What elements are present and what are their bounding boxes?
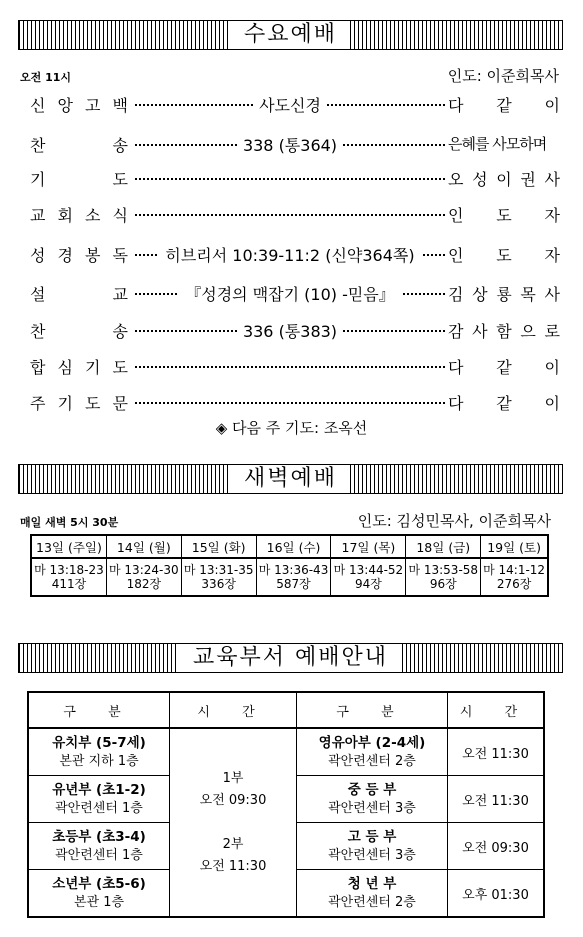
dawn-reading-row <box>31 558 548 596</box>
banner-hatch <box>19 21 231 49</box>
dept-primary: 유년부 (초1-2) 곽안련센터 1층 <box>28 776 170 823</box>
header-time: 시 간 <box>170 692 297 728</box>
dawn-title: 새벽예배 <box>243 466 337 491</box>
order-label: 기 도 <box>30 170 128 189</box>
wednesday-time: 오전 11시 <box>20 71 72 84</box>
wednesday-leader: 인도: 이준희목사 <box>447 67 559 85</box>
dawn-reading: 마 13:31-35 336장 <box>181 558 256 596</box>
order-person: 은혜를 사모하며 <box>448 135 547 153</box>
dawn-day: 13일 (주일) <box>31 535 106 558</box>
next-prayer: ◈ 다음 주 기도: 조옥선 <box>215 419 368 437</box>
order-label: 찬 송 <box>30 322 128 341</box>
dept-middle-school: 중 등 부 곽안련센터 3층 <box>297 776 448 823</box>
education-table <box>27 691 545 918</box>
dept-middle-school-time: 오전 11:30 <box>448 776 545 823</box>
dawn-day-row <box>31 535 548 558</box>
order-person: 오 성 이 권 사 <box>448 170 560 189</box>
dotted-leader <box>135 214 445 216</box>
header-division: 구 분 <box>28 692 170 728</box>
order-person: 인 도 자 <box>448 206 560 225</box>
dept-infant-time: 오전 11:30 <box>448 728 545 776</box>
dawn-day: 17일 (목) <box>331 535 406 558</box>
dawn-day: 15일 (화) <box>181 535 256 558</box>
banner-hatch <box>350 21 562 49</box>
dawn-banner <box>18 464 563 494</box>
first-service-time: 오전 09:30 <box>199 792 267 808</box>
dept-infant: 영유아부 (2-4세) 곽안련센터 2층 <box>297 728 448 776</box>
dawn-time: 매일 새벽 5시 30분 <box>20 516 119 529</box>
order-label: 성 경 봉 독 <box>30 246 128 265</box>
header-division: 구 분 <box>297 692 448 728</box>
dept-high-school: 고 등 부 곽안련센터 3층 <box>297 823 448 870</box>
education-header-row <box>28 692 544 728</box>
dawn-day: 18일 (금) <box>406 535 481 558</box>
dawn-reading: 마 13:24-30 182장 <box>106 558 181 596</box>
dotted-leader <box>135 402 445 404</box>
dept-elementary: 초등부 (초3-4) 곽안련센터 1층 <box>28 823 170 870</box>
dawn-reading: 마 13:44-52 94장 <box>331 558 406 596</box>
dawn-day: 19일 (토) <box>481 535 548 558</box>
left-times-cell <box>170 728 297 917</box>
order-label: 신 앙 고 백 <box>30 96 128 115</box>
dawn-day: 16일 (수) <box>256 535 331 558</box>
dept-young-adult: 청 년 부 곽안련센터 2층 <box>297 870 448 918</box>
order-detail: 사도신경 <box>135 93 445 116</box>
education-title: 교육부서 예배안내 <box>192 645 388 670</box>
dotted-leader <box>135 366 445 368</box>
wednesday-title: 수요예배 <box>243 22 337 47</box>
second-service-time: 오전 11:30 <box>199 858 267 874</box>
order-row <box>30 243 560 267</box>
order-person: 김 상 룡 목 사 <box>448 285 560 304</box>
dawn-reading: 마 14:1-12 276장 <box>481 558 548 596</box>
dawn-reading: 마 13:53-58 96장 <box>406 558 481 596</box>
order-person: 감 사 함 으 로 <box>448 322 560 341</box>
dotted-leader <box>135 178 445 180</box>
table-row <box>28 728 544 776</box>
order-person: 다 같 이 <box>448 358 560 377</box>
dawn-schedule-table <box>30 534 549 597</box>
wednesday-banner <box>18 20 563 50</box>
order-person: 다 같 이 <box>448 394 560 413</box>
order-row <box>30 203 560 227</box>
dept-kindergarten: 유치부 (5-7세) 본관 지하 1층 <box>28 728 170 776</box>
banner-hatch <box>19 465 231 493</box>
order-label: 찬 송 <box>30 136 128 155</box>
dawn-leader: 인도: 김성민목사, 이준희목사 <box>357 512 551 530</box>
order-row <box>30 93 560 117</box>
order-detail: 338 (통364) <box>135 133 445 156</box>
order-label: 설 교 <box>30 285 128 304</box>
order-row <box>30 167 560 191</box>
dept-high-school-time: 오전 09:30 <box>448 823 545 870</box>
order-row <box>30 133 560 157</box>
order-label: 주 기 도 문 <box>30 394 128 413</box>
banner-hatch <box>350 465 562 493</box>
order-detail: 『성경의 맥잡기 (10) -믿음』 <box>135 282 445 305</box>
dawn-day: 14일 (월) <box>106 535 181 558</box>
order-row <box>30 355 560 379</box>
second-service-label: 2부 <box>222 836 244 852</box>
order-label: 합 심 기 도 <box>30 358 128 377</box>
banner-hatch <box>402 644 562 672</box>
dept-junior: 소년부 (초5-6) 본관 1층 <box>28 870 170 918</box>
dawn-reading: 마 13:18-23 411장 <box>31 558 106 596</box>
order-label: 교 회 소 식 <box>30 206 128 225</box>
education-banner <box>18 643 563 673</box>
order-person: 인 도 자 <box>448 246 560 265</box>
order-row <box>30 391 560 415</box>
banner-hatch <box>19 644 179 672</box>
order-detail: 히브리서 10:39-11:2 (신약364쪽) <box>135 243 445 266</box>
dept-young-adult-time: 오후 01:30 <box>448 870 545 918</box>
order-detail: 336 (통383) <box>135 319 445 342</box>
dawn-reading: 마 13:36-43 587장 <box>256 558 331 596</box>
first-service-label: 1부 <box>222 770 244 786</box>
order-person: 다 같 이 <box>448 96 560 115</box>
header-time: 시 간 <box>448 692 545 728</box>
order-row <box>30 319 560 343</box>
order-row <box>30 282 560 306</box>
